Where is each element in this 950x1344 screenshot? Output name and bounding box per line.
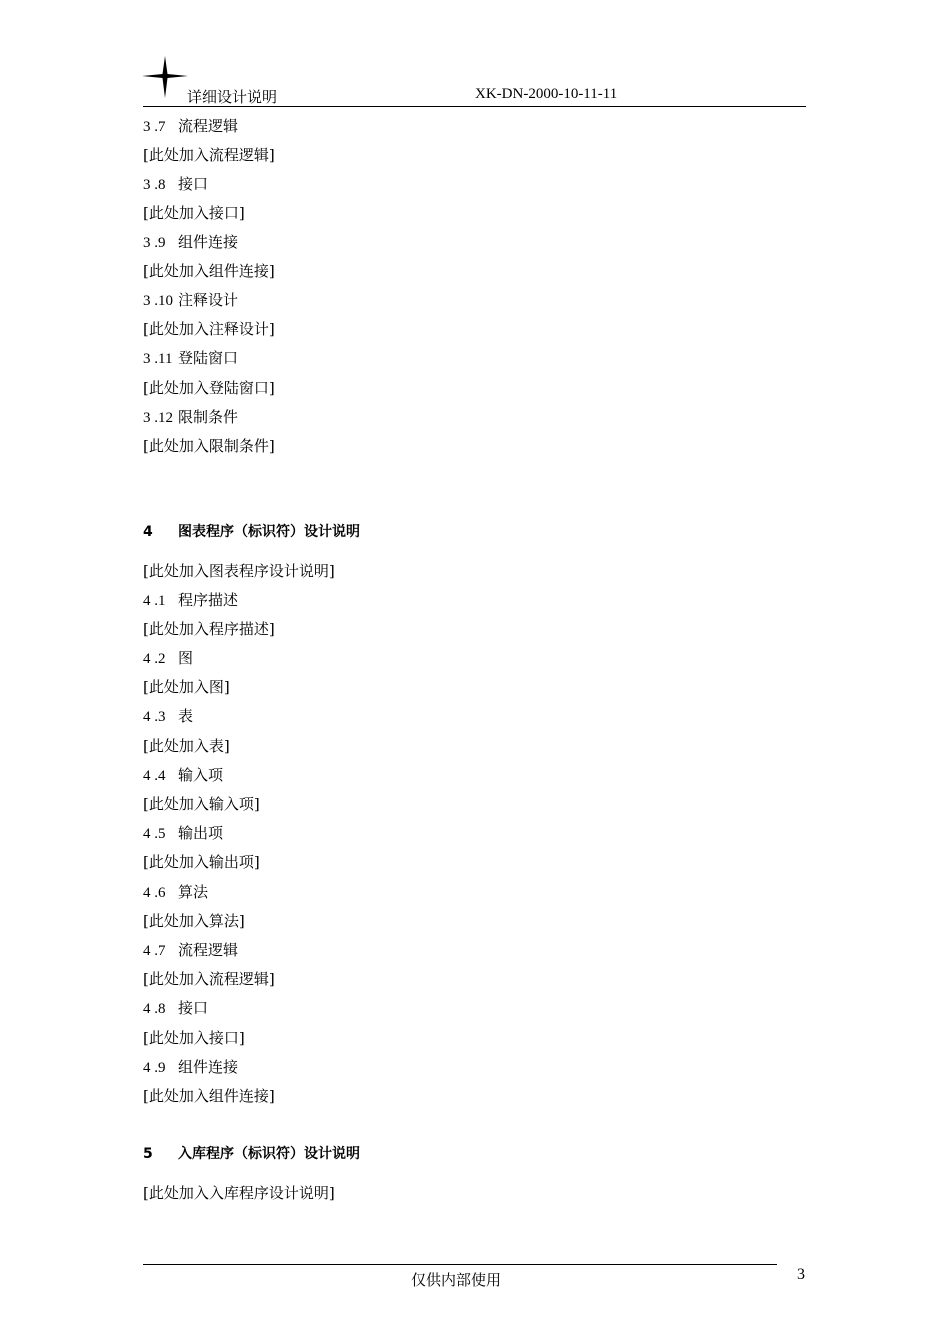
section-4-5-placeholder: [此处加入输出项] (143, 853, 260, 871)
header-doc-title: 详细设计说明 (187, 88, 278, 106)
section-3-7-heading: 3 .7 流程逻辑 (143, 117, 239, 135)
header-divider (143, 106, 806, 107)
section-3-11-heading: 3 .11 登陆窗口 (143, 349, 239, 367)
section-3-10-placeholder: [此处加入注释设计] (143, 320, 275, 338)
section-3-12-heading: 3 .12 限制条件 (143, 408, 239, 426)
section-3-10-heading: 3 .10 注释设计 (143, 291, 239, 309)
section-3-12-placeholder: [此处加入限制条件] (143, 437, 275, 455)
section-4-9-placeholder: [此处加入组件连接] (143, 1087, 275, 1105)
section-5-placeholder: [此处加入入库程序设计说明] (143, 1184, 335, 1202)
section-4-3-placeholder: [此处加入表] (143, 737, 230, 755)
page-number: 3 (797, 1266, 805, 1283)
section-4-4-placeholder: [此处加入输入项] (143, 795, 260, 813)
section-4-4-heading: 4 .4 输入项 (143, 766, 224, 784)
section-4-6-heading: 4 .6 算法 (143, 883, 209, 901)
section-4-7-heading: 4 .7 流程逻辑 (143, 941, 239, 959)
header-doc-code: XK-DN-2000-10-11-11 (475, 86, 618, 102)
footer-divider (143, 1264, 777, 1265)
section-3-7-placeholder: [此处加入流程逻辑] (143, 146, 275, 164)
footer-confidential-note: 仅供内部使用 (411, 1271, 502, 1289)
section-3-9-heading: 3 .9 组件连接 (143, 233, 239, 251)
section-4-1-placeholder: [此处加入程序描述] (143, 620, 275, 638)
section-4-8-placeholder: [此处加入接口] (143, 1029, 245, 1047)
section-4-9-heading: 4 .9 组件连接 (143, 1058, 239, 1076)
section-4-5-heading: 4 .5 输出项 (143, 824, 224, 842)
section-3-11-placeholder: [此处加入登陆窗口] (143, 379, 275, 397)
section-4-2-heading: 4 .2 图 (143, 649, 194, 667)
section-3-9-placeholder: [此处加入组件连接] (143, 262, 275, 280)
section-4-heading: 4 图表程序（标识符）设计说明 (143, 524, 360, 540)
section-4-placeholder: [此处加入图表程序设计说明] (143, 562, 335, 580)
section-3-8-heading: 3 .8 接口 (143, 175, 209, 193)
section-4-7-placeholder: [此处加入流程逻辑] (143, 970, 275, 988)
section-4-3-heading: 4 .3 表 (143, 707, 194, 725)
section-4-2-placeholder: [此处加入图] (143, 678, 230, 696)
section-5-heading: 5 入库程序（标识符）设计说明 (143, 1146, 360, 1162)
section-4-6-placeholder: [此处加入算法] (143, 912, 245, 930)
section-3-8-placeholder: [此处加入接口] (143, 204, 245, 222)
star-logo-icon (142, 56, 188, 98)
section-4-8-heading: 4 .8 接口 (143, 999, 209, 1017)
section-4-1-heading: 4 .1 程序描述 (143, 591, 239, 609)
